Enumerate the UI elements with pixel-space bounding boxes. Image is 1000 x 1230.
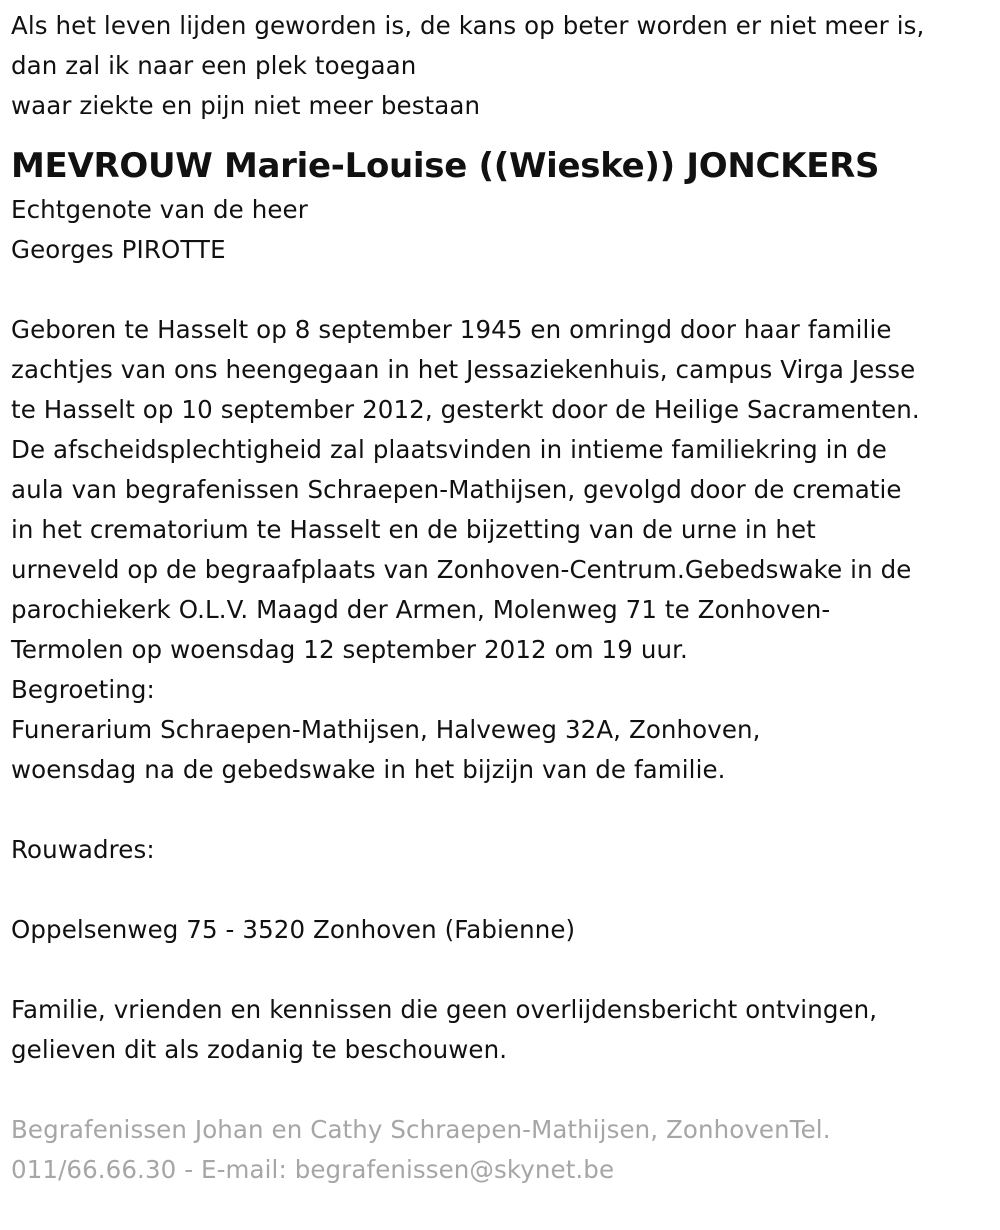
announcement-line: parochiekerk O.L.V. Maagd der Armen, Molenweg 71 te Zonhoven-: [11, 595, 831, 624]
spacer: [11, 790, 1000, 830]
spacer: [11, 870, 1000, 910]
announcement-line: Funerarium Schraepen-Mathijsen, Halveweg 32A, Zonhoven,: [11, 715, 761, 744]
mourning-address-label: Rouwadres:: [11, 835, 155, 864]
footer-contact: [11, 1150, 1000, 1190]
relation: [11, 190, 1000, 270]
greeting-label: Begroeting:: [11, 675, 155, 704]
deceased-name: MEVROUW Marie-Louise ((Wieske)) JONCKERS: [11, 146, 880, 186]
announcement-line: Termolen op woensdag 12 september 2012 om 19 uur.: [11, 635, 688, 664]
announcement-line: Geboren te Hasselt op 8 september 1945 en omringd door haar familie: [11, 315, 892, 344]
spacer: [11, 270, 1000, 310]
announcement-line: aula van begrafenissen Schraepen-Mathijsen, gevolgd door de crematie: [11, 475, 902, 504]
announcement-line: in het crematorium te Hasselt en de bijzetting van de urne in het: [11, 515, 816, 544]
announcement-line: zachtjes van ons heengegaan in het Jessaziekenhuis, campus Virga Jesse: [11, 355, 916, 384]
relation-line: Echtgenote van de heer: [11, 195, 308, 224]
footer-line: Begrafenissen Johan en Cathy Schraepen-Mathijsen, ZonhovenTel.: [11, 1115, 831, 1144]
closing-line: gelieven dit als zodanig te beschouwen.: [11, 1035, 508, 1064]
funeral-home-footer: [11, 1110, 1000, 1190]
mourning-address: Oppelsenweg 75 - 3520 Zonhoven (Fabienne): [11, 915, 576, 944]
closing-text: [11, 990, 1000, 1070]
announcement-text: [11, 310, 1000, 790]
spacer: [11, 1070, 1000, 1110]
poem-line: waar ziekte en pijn niet meer bestaan: [11, 91, 481, 120]
closing-line: Familie, vrienden en kennissen die geen overlijdensbericht ontvingen,: [11, 995, 878, 1024]
spacer: [11, 950, 1000, 990]
poem-line: Als het leven lijden geworden is, de kans op beter worden er niet meer is,: [11, 11, 925, 40]
footer-email-link[interactable]: begrafenissen@skynet.be: [294, 1155, 615, 1184]
poem-line: dan zal ik naar een plek toegaan: [11, 51, 417, 80]
announcement-line: De afscheidsplechtigheid zal plaatsvinden in intieme familiekring in de: [11, 435, 887, 464]
announcement-line: urneveld op de begraafplaats van Zonhoven-Centrum.Gebedswake in de: [11, 555, 912, 584]
relation-line: Georges PIROTTE: [11, 235, 226, 264]
footer-phone: 011/66.66.30 - E-mail:: [11, 1155, 295, 1184]
announcement-line: te Hasselt op 10 september 2012, gesterkt door de Heilige Sacramenten.: [11, 395, 920, 424]
poem: [11, 6, 1000, 126]
announcement-line: woensdag na de gebedswake in het bijzijn van de familie.: [11, 755, 726, 784]
